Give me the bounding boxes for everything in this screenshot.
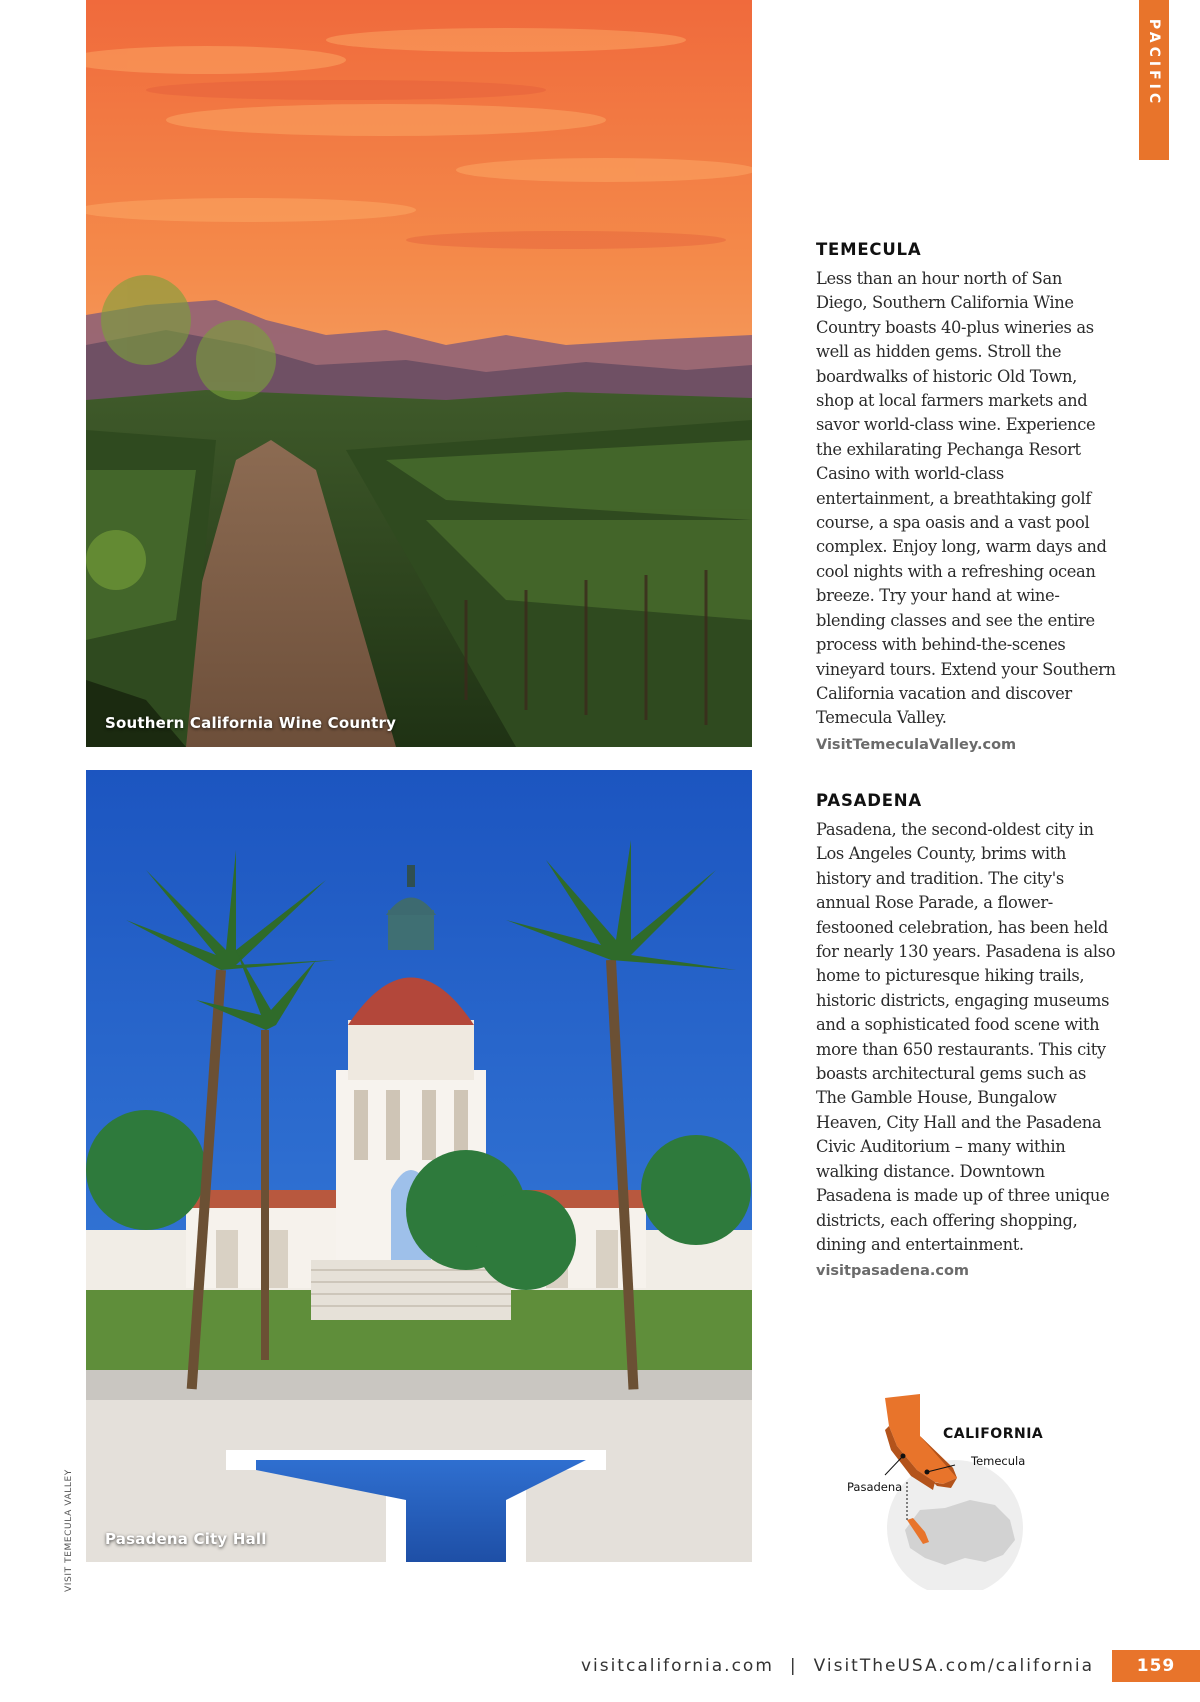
- locator-map: [845, 1380, 1075, 1590]
- temecula-body: Less than an hour north of San Diego, Southern California Wine Country boasts 40-plus wineries as well as hidden gems. Stroll the boardwalks of historic Old Town, shop at local farmers markets and savor world-class wine. Experience the exhilarating Pechanga Resort Casino with world-class entertainment, a breathtaking golf course, a spa oasis and a vast pool complex. Enjoy long, warm days and cool nights with a refreshing ocean breeze. Try your hand at wine-blending classes and see the entire process with behind-the-scenes vineyard tours. Extend your Southern California vacation and discover Temecula Valley.: [816, 269, 1116, 728]
- vineyard-illustration: [86, 0, 752, 747]
- city-hall-illustration: [86, 770, 752, 1562]
- temecula-title: TEMECULA: [816, 240, 922, 259]
- map-state-label: CALIFORNIA: [943, 1426, 1044, 1442]
- pasadena-link[interactable]: visitpasadena.com: [816, 1263, 970, 1280]
- photo-credit: VISIT TEMECULA VALLEY: [64, 1469, 74, 1592]
- vineyard-caption: Southern California Wine Country: [105, 714, 397, 732]
- page-number: 159: [1112, 1650, 1200, 1682]
- temecula-link[interactable]: VisitTemeculaValley.com: [816, 736, 1017, 753]
- footer-site-2[interactable]: VisitTheUSA.com/california: [813, 1656, 1094, 1676]
- map-marker-temecula: Temecula: [971, 1454, 1026, 1468]
- section-tab-label: PACIFIC: [1146, 18, 1162, 108]
- pasadena-article: [816, 791, 1116, 1279]
- temecula-article: [816, 240, 1116, 753]
- footer-site-1[interactable]: visitcalifornia.com: [580, 1656, 774, 1676]
- vineyard-photo: [86, 0, 752, 747]
- page-footer: [581, 1648, 1200, 1684]
- pasadena-body: Pasadena, the second-oldest city in Los Angeles County, brims with history and tradition. The city's annual Rose Parade, a flower-festooned celebration, has been held for nearly 130 years. Pasadena is also home to picturesque hiking trails, historic districts, engaging museums and a sophisticated food scene with more than 650 restaurants. This city boasts architectural gems such as The Gamble House, Bungalow Heaven, City Hall and the Pasadena Civic Auditorium – many within walking distance. Downtown Pasadena is made up of three unique districts, each offering shopping, dining and entertainment.: [816, 820, 1116, 1254]
- map-marker-pasadena: Pasadena: [847, 1480, 903, 1494]
- footer-separator: |: [789, 1656, 798, 1676]
- city-hall-caption: Pasadena City Hall: [105, 1530, 267, 1548]
- section-tab: [1139, 0, 1169, 160]
- pasadena-title: PASADENA: [816, 791, 922, 810]
- city-hall-photo: [86, 770, 752, 1562]
